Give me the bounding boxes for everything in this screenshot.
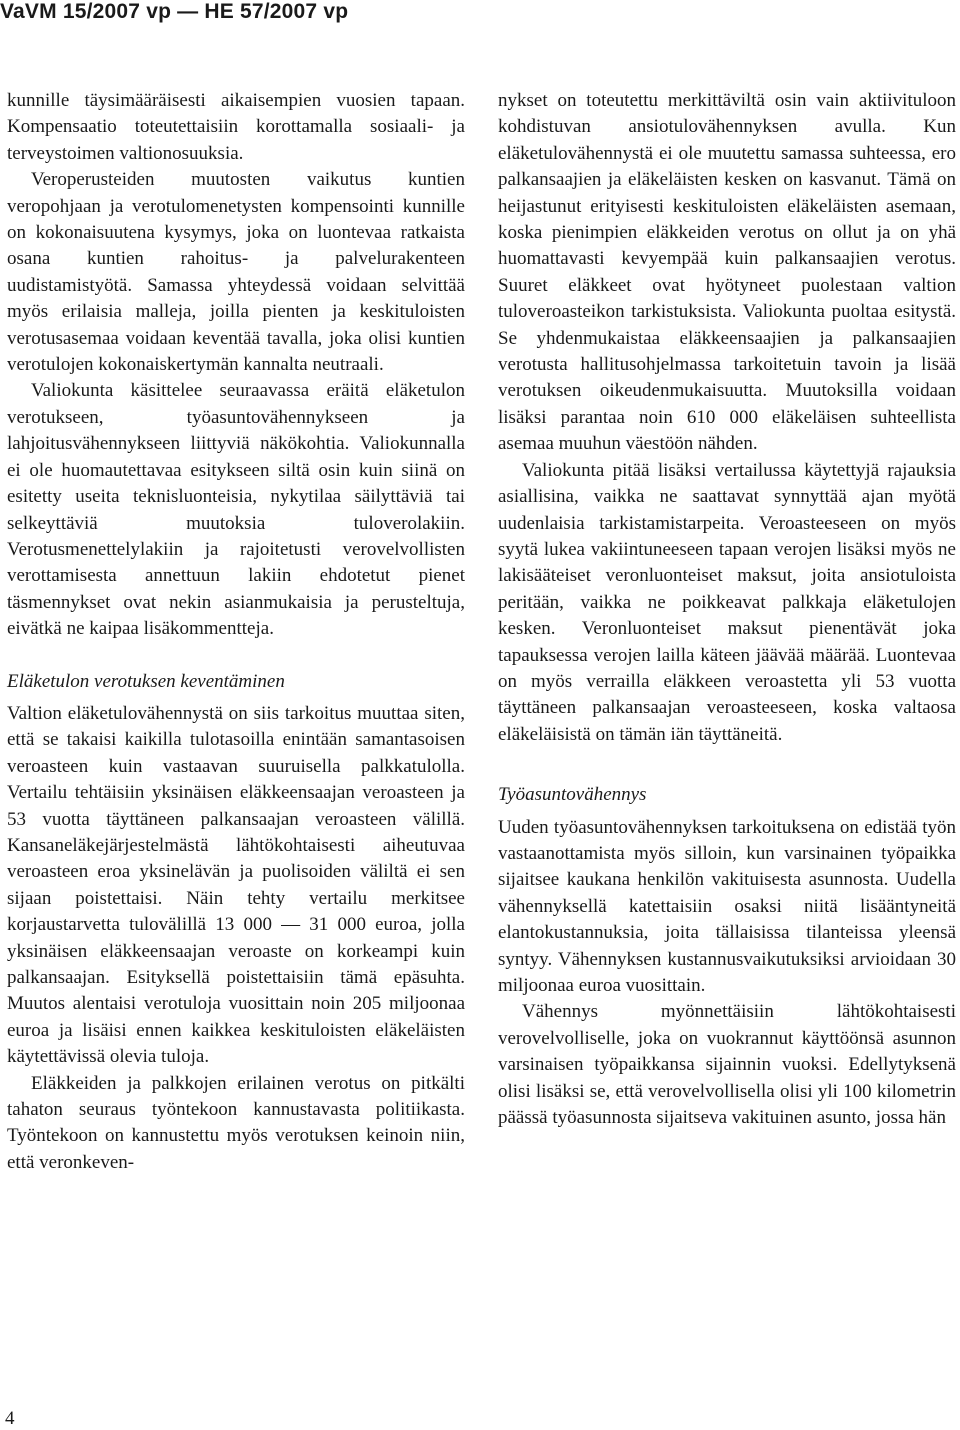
paragraph: Valtion eläketulovähennystä on siis tarkoitus muuttaa siten, että se takaisi kaikilla tulotasoilla enintään samantasoisen veroasteen kuin vastaavan suuruisella palkkatulolla. Vertailu tehtäisiin yksinäisen eläkkeensaajan veroasteen ja 53 vuotta täyttäneen palkansaajan veroasteen välillä. Kansaneläkejärjestelmästä lähtökohtaisesti aiheutuvaa veroasteen eroa yksinelävän ja puolisoiden väliltä ei sen sijaan poistettaisi. Näin tehty vertailu merkitsee korjaustarvetta tulovälillä 13 000 — 31 000 euroa, jolla yksinäisen eläkkeensaajan veroaste on korkeampi kuin palkansaajan. Esityksellä poistettaisiin tämä epäsuhta. Muutos alentaisi verotuloja vuosittain noin 205 miljoonaa euroa ja lisäisi ennen kaikkea keskituloisten eläkeläisten käytettävissä olevia tuloja. — [7, 702, 465, 1068]
paragraph: Valiokunta käsittelee seuraavassa eräitä eläketulon verotukseen, työasuntovähennykseen ja lahjoitusvähennykseen liittyviä näkökohtia. Valiokunnalla ei ole huomautettavaa esitykseen siltä osin kuin siinä on esitetty useita teknisluonteisia, nykytilaa säilyttäviä tai selkeyttäviä muutoksia tuloverolakiin. Verotusmenettelylakiin ja rajoitetusti verovelvollisten verottamisesta annettuun lakiin ehdotetut pienet täsmennykset ovat nekin asianmukaisia ja perusteltuja, eivätkä ne kaipaa lisäkommentteja. — [7, 380, 465, 640]
page-number: 4 — [5, 1408, 15, 1429]
running-head: VaVM 15/2007 vp — HE 57/2007 vp — [0, 0, 349, 23]
paragraph: Vähennys myönnettäisiin lähtökohtaisesti verovelvolliselle, joka on vuokrannut käyttöönsä asunnon varsinaisen työpaikkansa sijainnin vuoksi. Edellytyksenä olisi lisäksi se, että verovelvollisella olisi yli 100 kilometrin päässä työasunnosta sijaitseva vakituinen asunto, jossa hän — [498, 1001, 956, 1129]
paragraph: Veroperusteiden muutosten vaikutus kuntien veropohjaan ja verotulomenetysten kompensointi kunnille on kokonaisuutena kysymys, joka on luontevaa ratkaista osana kuntien rahoitus- ja palvelurakenteen uudistamistyötä. Samassa yhteydessä voidaan selvittää myös erilaisia malleja, joilla pienten ja keskituloisten verotusasemaa voidaan keventää tavalla, joka olisi kuntien verotulojen kokonaiskertymän kannalta neutraali. — [7, 169, 465, 376]
paragraph: kunnille täysimääräisesti aikaisempien vuosien tapaan. Kompensaatio toteutettaisiin korottamalla sosiaali- ja terveystoimen valtionosuuksia. — [7, 90, 465, 164]
left-column — [7, 88, 465, 1176]
section-heading-pension-tax: Eläketulon verotuksen keventäminen — [7, 670, 285, 692]
paragraph: Eläkkeiden ja palkkojen erilainen verotus on pitkälti tahaton seuraus työntekoon kannustavasta politiikasta. Työntekoon on kannustettu myös verotuksen keinoin niin, että veronkeven- — [7, 1072, 465, 1173]
paragraph: nykset on toteutettu merkittäviltä osin vain aktiivituloon kohdistuvan ansiotulovähennyksen avulla. Kun eläketulovähennystä ei ole muutettu samassa suhteessa, ero palkansaajien ja eläkeläisten kesken on kasvanut. Tämä on heijastunut erityisesti keskituloisten eläkeläisten asemaan, koska pienimpien eläkkeiden verotus on ollut ja on yhä huomattavasti kevyempää kuin palkansaajien verotus. Suuret eläkkeet ovat hyötyneet puolestaan valtion tuloveroasteikon tarkistuksista. Valiokunta puoltaa esitystä. Se yhdenmukaistaa eläkkeensaajien ja palkansaajien verotusta hallitusohjelmassa tarkoitetuin tavoin ja lisää verotuksen oikeudenmukaisuutta. Muutoksilla voidaan lisäksi parantaa noin 610 000 eläkeläisen suhteellista asemaa muuhun väestöön nähden. — [498, 90, 956, 455]
paragraph: Valiokunta pitää lisäksi vertailussa käytettyjä rajauksia asiallisina, vaikka ne saattavat synnyttää ajan myötä uudenlaisia tarkistamistarpeita. Veroasteeseen on myös syytä lukea vakiintuneeseen tapaan verojen lisäksi myös ne lakisääteiset veronluonteiset maksut, joita ansiotuloista peritään, vaikka ne poikkeavat palkkaja eläketulojen kesken. Veronluonteiset maksut pienentävät joka tapauksessa verojen lailla käteen jäävää määrää. Luontevaa on myös verrailla eläkkeen veroastetta yli 53 vuotta täyttäneen palkansaajan veroasteeseen, koska valtaosa eläkeläisistä on tämän iän täyttäneitä. — [498, 459, 956, 745]
paragraph: Uuden työasuntovähennyksen tarkoituksena on edistää työn vastaanottamista myös silloin, kun varsinainen työpaikka sijaitsee kaukana henkilön vakituisesta asunnosta. Uudella vähennyksellä katettaisiin osaksi niitä lisääntyneitä elantokustannuksia, joita tällaisissa tilanteissa yleensä syntyy. Vähennyksen kustannusvaikutuksiksi arvioidaan 30 miljoonaa euroa vuosittain. — [498, 816, 956, 996]
right-column — [498, 88, 956, 1131]
section-heading-work-housing: Työasuntovähennys — [498, 784, 647, 806]
